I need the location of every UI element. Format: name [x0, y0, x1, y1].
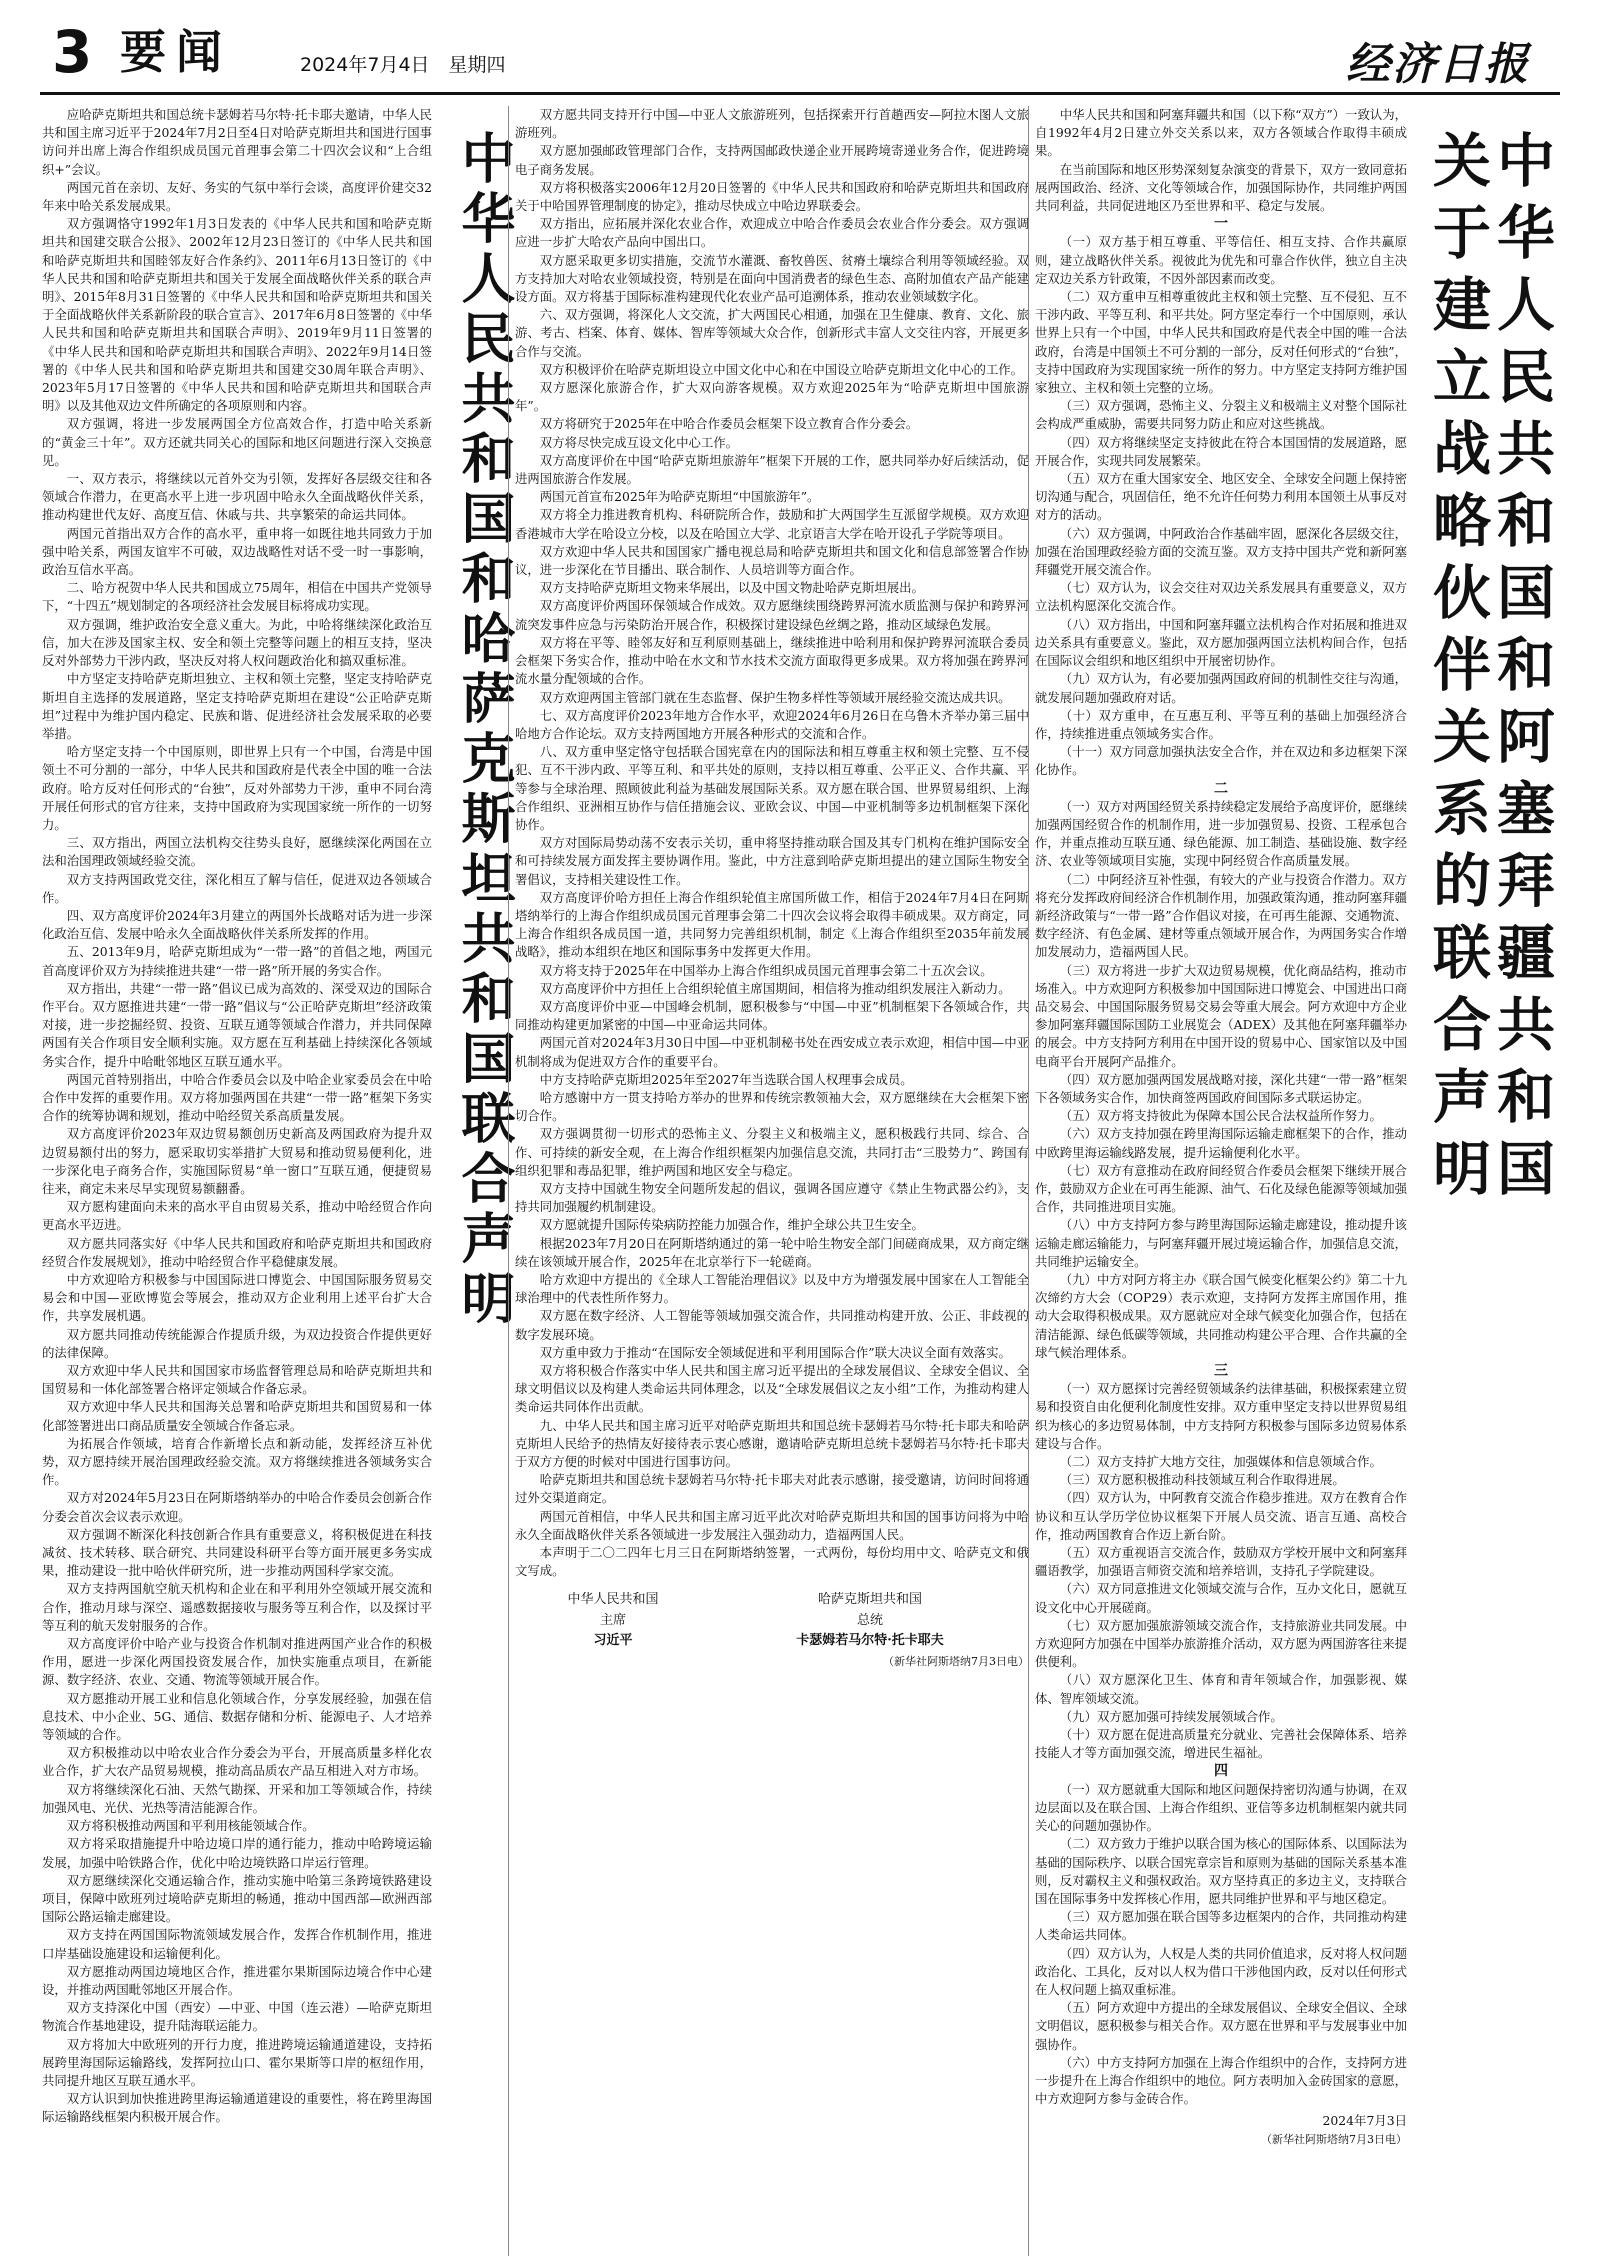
paragraph: 双方将在平等、睦邻友好和互利原则基础上，继续推进中哈利用和保护跨界河流联合委员会框架下务实合作，推动中哈在水文和节水技术交流方面取得更多成果。双方将加强在跨界河流水量分配领域的合作。: [515, 634, 1029, 687]
paragraph: 双方对2024年5月23日在阿斯塔纳举办的中哈合作委员会创新合作分委会首次会议表示欢迎。: [42, 1490, 432, 1524]
paragraph: （五）双方将支持彼此为保障本国公民合法权益所作努力。: [1059, 1108, 1382, 1124]
paragraph: 双方强调不断深化科技创新合作具有重要意义，将积极促进在科技减贫、技术转移、联合研究、共同建设科研平台等方面开展更多务实成果，推动建设一批中哈伙伴研究所，进一步推动两国科学家交流。: [42, 1526, 432, 1579]
section-heading: 一: [1214, 216, 1228, 233]
paragraph: 双方强调，将进一步发展两国全方位高效合作，打造中哈关系新的“黄金三十年”。双方还就共同关心的国际和地区问题进行深入交换意见。: [42, 416, 432, 468]
paragraph: 双方高度评价中亚—中国峰会机制，愿积极参与“中国—中亚”机制框架下各领域合作，共同推动构建更加紧密的中国—中亚命运共同体。: [515, 998, 1029, 1033]
article1-title: 中华人民共和国和哈萨克斯坦共和国联合声明: [453, 130, 516, 1330]
paragraph: 双方愿共同落实好《中华人民共和国政府和哈萨克斯坦共和国政府经贸合作发展规划》，推动中哈经贸合作平稳健康发展。: [42, 1235, 432, 1269]
paragraph: 双方强调贯彻一切形式的恐怖主义、分裂主义和极端主义，愿积极践行共同、综合、合作、可持续的新安全观，在上海合作组织框架内加强信息交流，共同打击“三股势力”、跨国有组织犯罪和毒品犯罪，维护两国和地区安全与稳定。: [515, 1126, 1029, 1178]
paragraph: （七）双方有意推动在政府间经贸合作委员会框架下继续开展合作，鼓励双方企业在可再生能源、油气、石化及绿色能源等领域加强合作，共同推进项目实施。: [1035, 1162, 1407, 1215]
page-number: 3: [52, 18, 93, 86]
article1-body-part1: [42, 106, 432, 2127]
paragraph: 双方愿加强邮政管理部门合作，支持两国邮政快递企业开展跨境寄递业务合作，促进跨境电子商务发展。: [515, 143, 1029, 177]
paragraph: 双方欢迎中华人民共和国海关总署和哈萨克斯坦共和国贸易和一体化部签署进出口商品质量安全领域合作备忘录。: [42, 1399, 432, 1433]
paragraph: （四）双方愿加强两国发展战略对接，深化共建“一带一路”框架下各领域务实合作，加快商签两国政府间国际多式联运协定。: [1035, 1071, 1407, 1105]
paragraph: 双方将积极落实2006年12月20日签署的《中华人民共和国政府和哈萨克斯坦共和国政府关于中哈国界管理制度的协定》，推动尽快成立中哈边界联委会。: [515, 179, 1029, 214]
paragraph: 双方欢迎中华人民共和国国家市场监督管理总局和哈萨克斯坦共和国贸易和一体化部签署合格评定领域合作备忘录。: [42, 1363, 432, 1397]
header-rule: [40, 92, 1560, 95]
article2-title-line2: 关于建立战略伙伴关系的联合声明: [1423, 130, 1491, 1210]
section-title: 要闻: [120, 25, 232, 79]
paragraph: 双方愿继续深化交通运输合作，推动实施中哈第三条跨境铁路建设项目，保障中欧班列过境哈萨克斯坦的畅通，推动中国西部—欧洲西部国际公路运输走廊建设。: [42, 1872, 432, 1925]
paragraph: （八）双方愿深化卫生、体育和青年领域合作，加强影视、媒体、智库领域交流。: [1035, 1672, 1407, 1706]
paragraph: （六）双方同意推进文化领域交流与合作，互办文化日，愿就互设文化中心开展磋商。: [1035, 1581, 1407, 1615]
paragraph: （四）双方认为，中阿教育交流合作稳步推进。双方在教育合作协议和互认学历学位协议框架下开展人员交流、语言互通、高校合作，推动两国教育合作迈上新台阶。: [1035, 1490, 1407, 1542]
paragraph: （十一）双方同意加强执法安全合作，并在双边和多边框架下深化协作。: [1035, 744, 1407, 778]
paragraph: （二）双方支持扩大地方交往，加强媒体和信息领域合作。: [1059, 1454, 1382, 1470]
paragraph: 应哈萨克斯坦共和国总统卡瑟姆若马尔特·托卡耶夫邀请，中华人民共和国主席习近平于2024年7月2日至4日对哈萨克斯坦共和国进行国事访问并出席上海合作组织成员国元首理事会第二十四次会议和“上合组织+”会议。: [42, 107, 432, 177]
paragraph: 双方欢迎中华人民共和国国家广播电视总局和哈萨克斯坦共和国文化和信息部签署合作协议，进一步深化在节目播出、联合制作、人员培训等方面合作。: [515, 543, 1029, 578]
paragraph: 双方强调恪守1992年1月3日发表的《中华人民共和国和哈萨克斯坦共和国建交联合公报》、2002年12月23日签订的《中华人民共和国和哈萨克斯坦共和国睦邻友好合作条约》、2011年6月13日签订的《中华人民共和国和哈萨克斯坦共和国关于发展全面战略伙伴关系的联合声明》、2015年8月31日签署的《中华人民共和国和哈萨克斯坦共和国关于全面战略伙伴关系新阶段的联合宣言》、2017年6月8日签署的《中华人民共和国和哈萨克斯坦共和国联合声明》、2019年9月11日签署的《中华人民共和国和哈萨克斯坦共和国联合声明》、2022年9月14日签署的《中华人民共和国和哈萨克斯坦共和国建交30周年联合声明》、2023年5月17日签署的《中华人民共和国和哈萨克斯坦共和国联合声明》以及其他双边文件所确定的各项原则和内容。: [42, 216, 432, 414]
paragraph: （六）中方支持阿方加强在上海合作组织中的合作，支持阿方进一步提升在上海合作组织中的地位。阿方表明加入金砖国家的意愿，中方欢迎阿方参与金砖合作。: [1035, 2054, 1407, 2107]
paragraph: 哈方欢迎中方提出的《全球人工智能治理倡议》以及中方为增强发展中国家在人工智能全球治理中的代表性所作努力。: [515, 1272, 1029, 1306]
paragraph: 双方认识到加快推进跨里海运输通道建设的重要性，将在跨里海国际运输路线框架内积极开展合作。: [42, 2091, 432, 2125]
article2-sections: [1035, 215, 1407, 2108]
paragraph: （一）双方对两国经贸关系持续稳定发展给予高度评价，愿继续加强两国经贸合作的机制作用，进一步加强贸易、投资、工程承包合作，并重点推动互联互通、绿色能源、加工制造、基础设施、数字经济、农业等领域项目实施，实现中阿经贸合作高质量发展。: [1035, 798, 1407, 869]
paragraph: （八）中方支持阿方参与跨里海国际运输走廊建设，推动提升该运输走廊运输能力，与阿塞拜疆开展过境运输合作，加强信息交流，共同维护运输安全。: [1035, 1217, 1407, 1269]
paragraph: （七）双方认为，议会交往对双边关系发展具有重要意义，双方立法机构愿深化交流合作。: [1035, 580, 1407, 614]
paragraph: 哈方感谢中方一贯支持哈方举办的世界和传统宗教领袖大会，双方愿继续在大会框架下密切合作。: [515, 1089, 1029, 1124]
paragraph: 二、哈方祝贺中华人民共和国成立75周年，相信在中国共产党领导下，“十四五”规划制定的各项经济社会发展目标将成功实现。: [42, 580, 432, 614]
paragraph: 双方愿深化旅游合作，扩大双向游客规模。双方欢迎2025年为“哈萨克斯坦中国旅游年”。: [515, 380, 1029, 414]
section-heading: 二: [1214, 780, 1228, 797]
signatory-left-name: 习近平: [593, 1632, 633, 1648]
paragraph: 两国元首特别指出，中哈合作委员会以及中哈企业家委员会在中哈合作中发挥的重要作用。双方将加强两国在共建“一带一路”框架下务实合作的统筹协调和规划，推动中哈经贸关系高质量发展。: [42, 1071, 432, 1124]
paragraph: 一、双方表示，将继续以元首外交为引领，发挥好各层级交往和各领域合作潜力，在更高水平上进一步巩固中哈永久全面战略伙伴关系，推动构建世代友好、高度互信、休戚与共、共享繁荣的命运共同体。: [42, 471, 432, 523]
paragraph: （一）双方愿探讨完善经贸领域条约法律基础，积极探索建立贸易和投资自由化便利化制度性安排。双方重申坚定支持以世界贸易组织为核心的多边贸易体制，中方支持阿方积极参与国际多边贸易体系建设与合作。: [1035, 1381, 1407, 1451]
paragraph: 双方重申致力于推动“在国际安全领域促进和平利用国际合作”联大决议全面有效落实。: [539, 1344, 1011, 1360]
section-heading: 三: [1214, 1363, 1228, 1380]
masthead-logo: 经济日报: [1346, 39, 1530, 90]
paragraph: 双方愿共同支持开行中国—中亚人文旅游班列，包括探索开行首趟西安—阿拉木图人文旅游班列。: [515, 107, 1029, 141]
paragraph: （九）双方认为，有必要加强两国政府间的机制性交往与沟通，就发展问题加强政府对话。: [1035, 671, 1407, 705]
paragraph: （十）双方重申，在互惠互利、平等互利的基础上加强经济合作，持续推进重点领域务实合作。: [1035, 707, 1407, 741]
paragraph: 双方将积极合作落实中华人民共和国主席习近平提出的全球发展倡议、全球安全倡议、全球文明倡议以及构建人类命运共同体理念，以及“全球发展倡议之友小组”工作，为推动构建人类命运共同体作出贡献。: [515, 1363, 1029, 1415]
paragraph: 根据2023年7月20日在阿斯塔纳通过的第一轮中哈生物安全部门间磋商成果，双方商定继续在该领域开展合作，2025年在北京举行下一轮磋商。: [515, 1235, 1029, 1269]
paragraph: 双方强调，维护政治安全意义重大。为此，中哈将继续深化政治互信，加大在涉及国家主权、安全和领土完整等问题上的相互支持，坚决反对外部势力干涉内政，坚决反对将人权问题政治化和搞双重标准。: [42, 616, 432, 669]
paragraph: 为拓展合作领域，培育合作新增长点和新动能，发挥经济互补优势，双方愿持续开展治国理政经验交流。双方将继续推进各领域务实合作。: [42, 1435, 432, 1488]
paragraph: 双方支持在两国国际物流领域发展合作，发挥合作机制作用，推进口岸基础设施建设和运输便利化。: [42, 1927, 432, 1961]
paragraph: 四、双方高度评价2024年3月建立的两国外长战略对话为进一步深化政治互信、发展中哈永久全面战略伙伴关系所发挥的作用。: [42, 907, 432, 942]
paragraph: 双方支持深化中国（西安）—中亚、中国（连云港）—哈萨克斯坦物流合作基地建设，提升陆海联运能力。: [42, 2000, 432, 2034]
paragraph: 双方指出，应拓展并深化农业合作，欢迎成立中哈合作委员会农业合作分委会。双方强调应进一步扩大哈农产品向中国出口。: [515, 216, 1029, 250]
paragraph: 双方将加大中欧班列的开行力度，推进跨境运输通道建设，支持拓展跨里海国际运输路线，发挥阿拉山口、霍尔果斯等口岸的枢纽作用，共同提升地区互联互通水平。: [42, 2036, 432, 2088]
paragraph: 双方积极评价在哈萨克斯坦设立中国文化中心和在中国设立哈萨克斯坦文化中心的工作。: [539, 361, 1024, 377]
paragraph: （三）双方强调，恐怖主义、分裂主义和极端主义对整个国际社会构成严重威胁，需要共同努力防止和应对这些挑战。: [1035, 398, 1407, 432]
paragraph: （二）双方重申互相尊重彼此主权和领土完整、互不侵犯、互不干涉内政、平等互利、和平共处。阿方坚定奉行一个中国原则，承认世界上只有一个中国，中华人民共和国政府是代表全中国的唯一合法政府，台湾是中国领土不可分割的一部分，反对任何形式的“台独”，支持中国政府为实现国家统一所作的努力。中方坚定支持阿方维护国家独立、主权和领土完整的立场。: [1035, 289, 1407, 396]
paragraph: 双方支持哈萨克斯坦文物来华展出，以及中国文物赴哈萨克斯坦展出。: [539, 580, 924, 596]
signature-block: [515, 1590, 1029, 1671]
paragraph: 两国元首相信，中华人民共和国主席习近平此次对哈萨克斯坦共和国的国事访问将为中哈永久全面战略伙伴关系各领域进一步发展注入强劲动力，造福两国人民。: [515, 1508, 1029, 1542]
paragraph: 双方愿采取更多切实措施，交流节水灌溉、畜牧兽医、贫瘠土壤综合利用等领域经验。双方支持加大对哈农业领域投资，特别是在面向中国消费者的绿色生态、高附加值农产品产能建设方面。双方将基于国际标准构建现代化农业产品可追溯体系，推动农业领域数字化。: [515, 252, 1029, 305]
paragraph: 两国元首在亲切、友好、务实的气氛中举行会谈，高度评价建交32年来中哈关系发展成果。: [42, 179, 432, 214]
article1-column-2: [508, 106, 1029, 2256]
paragraph: 双方高度评价2023年双边贸易额创历史新高及两国政府为提升双边贸易额付出的努力，愿采取切实举措扩大贸易和推动贸易便利化，进一步深化电子商务合作，实施国际贸易“单一窗口”互联互通，便捷贸易往来，商定未来尽早实现贸易额翻番。: [42, 1126, 432, 1196]
paragraph: 三、双方指出，两国立法机构交往势头良好，愿继续深化两国在立法和治国理政领域经验交流。: [42, 835, 432, 869]
article2-column: [1028, 106, 1407, 2256]
paragraph: （四）双方认为，人权是人类的共同价值追求，反对将人权问题政治化、工具化，反对以人权为借口干涉他国内政，反对以任何形式在人权问题上搞双重标准。: [1035, 1945, 1407, 1997]
paragraph: （六）双方支持加强在跨里海国际运输走廊框架下的合作，推动中欧跨里海运输线路发展，提升运输便利化水平。: [1035, 1126, 1407, 1160]
paragraph: 两国元首对2024年3月30日中国—中亚机制秘书处在西安成立表示欢迎，相信中国—中亚机制将成为促进双方合作的重要平台。: [515, 1035, 1029, 1069]
paragraph: 双方欢迎两国主管部门就在生态监督、保护生物多样性等领域开展经验交流达成共识。: [539, 689, 1011, 705]
paragraph: （二）双方致力于维护以联合国为核心的国际体系、以国际法为基础的国际秩序、以联合国宪章宗旨和原则为基础的国际关系基本准则，反对霸权主义和强权政治。双方坚持真正的多边主义，支持联合国在国际事务中发挥核心作用，愿共同维护世界和平与地区稳定。: [1035, 1836, 1407, 1906]
article2-intro: [1035, 106, 1407, 215]
paragraph: （三）双方愿积极推动科技领域互利合作取得进展。: [1059, 1472, 1345, 1488]
article1-column-1: [42, 106, 502, 2256]
paragraph: （九）双方愿加强可持续发展领域合作。: [1059, 1708, 1283, 1724]
section-heading: 四: [1214, 1763, 1228, 1780]
paragraph: 双方将支持于2025年在中国举办上海合作组织成员国元首理事会第二十五次会议。: [539, 962, 993, 978]
paragraph: （三）双方愿加强在联合国等多边框架内的合作，共同推动构建人类命运共同体。: [1035, 1909, 1407, 1943]
paragraph: （五）双方重视语言交流合作，鼓励双方学校开展中文和阿塞拜疆语教学，加强语言师资交流和培养培训，支持孔子学院建设。: [1035, 1545, 1407, 1579]
paragraph: 双方支持中国就生物安全问题所发起的倡议，强调各国应遵守《禁止生物武器公约》，支持共同加强履约机制建设。: [515, 1180, 1029, 1215]
paragraph: （九）中方对阿方将主办《联合国气候变化框架公约》第二十九次缔约方大会（COP29）表示欢迎，支持阿方发挥主席国作用，推动大会取得积极成果。双方愿就应对全球气候变化加强合作，包括在清洁能源、绿色低碳等领域，共同推动构建公平合理、合作共赢的全球气候治理体系。: [1035, 1272, 1407, 1360]
article2-title-line1: 中华人民共和国和阿塞拜疆共和国: [1487, 130, 1555, 1210]
paragraph: 五、2013年9月，哈萨克斯坦成为“一带一路”的首倡之地，两国元首高度评价双方为持续推进共建“一带一路”所开展的务实合作。: [42, 944, 432, 978]
paragraph: （四）双方将继续坚定支持彼此在符合本国国情的发展道路，愿开展合作，实现共同发展繁荣。: [1035, 434, 1407, 468]
paragraph: （一）双方基于相互尊重、平等信任、相互支持、合作共赢原则，建立战略伙伴关系。视彼此为优先和可靠合作伙伴，独立自主决定双边关系方针政策，不因外部因素而改变。: [1035, 234, 1407, 286]
paragraph: 中方欢迎哈方积极参与中国国际进口博览会、中国国际服务贸易交易会和中国—亚欧博览会等展会，推动双方企业利用上述平台扩大合作，共享发展机遇。: [42, 1272, 432, 1324]
paragraph: 六、双方强调，将深化人文交流，扩大两国民心相通，加强在卫生健康、教育、文化、旅游、考古、档案、体育、媒体、智库等领域大众合作，创新形式丰富人文交往内容，开展更多合作与交流。: [515, 307, 1029, 359]
article2-dateline: （新华社阿斯塔纳7月3日电）: [1261, 2132, 1407, 2146]
paragraph: 在当前国际和地区形势深刻复杂演变的背景下，双方一致同意拓展两国政治、经济、文化等领域合作，加强国际协作，共同维护两国共同利益，共同促进地区乃至世界和平、稳定与发展。: [1035, 161, 1407, 214]
paragraph: 双方愿构建面向未来的高水平自由贸易关系，推动中哈经贸合作向更高水平迈进。: [42, 1199, 432, 1233]
paragraph: 双方支持两国政党交往，深化相互了解与信任，促进双边各领域合作。: [42, 871, 432, 905]
paragraph: 双方将继续深化石油、天然气勘探、开采和加工等领域合作，持续加强风电、光伏、光热等清洁能源合作。: [42, 1781, 432, 1815]
signatory-right-name: 卡瑟姆若马尔特·托卡耶夫: [796, 1632, 944, 1648]
paragraph: 哈萨克斯坦共和国总统卡瑟姆若马尔特·托卡耶夫对此表示感谢，接受邀请，访问时间将通过外交渠道商定。: [515, 1472, 1029, 1506]
paragraph: 双方将研究于2025年在中哈合作委员会框架下设立教育合作分委会。: [539, 416, 919, 432]
paragraph: （八）双方指出，中国和阿塞拜疆立法机构合作对拓展和推进双边关系具有重要意义。鉴此，双方愿加强两国立法机构间合作，包括在国际议会组织和地区组织中开展密切协作。: [1035, 616, 1407, 669]
paragraph: 双方高度评价中方担任上合组织轮值主席国期间，相信将为推动组织发展注入新动力。: [539, 980, 1011, 996]
paragraph: 本声明于二〇二四年七月三日在阿斯塔纳签署，一式两份，每份均用中文、哈萨克文和俄文写成。: [515, 1545, 1029, 1579]
paragraph: 双方将全力推进教育机构、科研院所合作，鼓励和扩大两国学生互派留学规模。双方欢迎香港城市大学在哈设立分校，以及在哈国立大学、北京语言大学在哈开设孔子学院等项目。: [515, 507, 1029, 541]
paragraph: 双方愿在数字经济、人工智能等领域加强交流合作，共同推动构建开放、公正、非歧视的数字发展环境。: [515, 1308, 1029, 1342]
article2-date: 2024年7月3日: [1322, 2113, 1407, 2129]
paragraph: （二）中阿经济互补性强，有较大的产业与投资合作潜力。双方将充分发挥政府间经济合作机制作用，加强政策沟通，推动阿塞拜疆新经济政策与“一带一路”合作倡议对接，在可再生能源、交通物流、数字经济、有色金属、建材等重点领域开展合作，为两国务实合作增加发展动力，造福两国人民。: [1035, 871, 1407, 960]
issue-date: 2024年7月4日 星期四: [300, 54, 506, 76]
paragraph: （五）阿方欢迎中方提出的全球发展倡议、全球安全倡议、全球文明倡议，愿积极参与相关合作。双方愿在世界和平与发展事业中加强协作。: [1035, 2000, 1407, 2052]
paragraph: （七）双方愿加强旅游领域交流合作，支持旅游业共同发展。中方欢迎阿方加强在中国举办旅游推介活动，双方愿为两国游客往来提供便利。: [1035, 1617, 1407, 1670]
paragraph: 双方支持两国航空航天机构和企业在和平利用外空领域开展交流和合作，推动月球与深空、遥感数据接收与服务等互利合作，以及探讨平等互利的航天发射服务的合作。: [42, 1581, 432, 1633]
signatory-right-country: 哈萨克斯坦共和国: [818, 1592, 923, 1608]
paragraph: 中方支持哈萨克斯坦2025年至2027年当选联合国人权理事会成员。: [539, 1071, 913, 1087]
article1-dateline: （新华社阿斯塔纳7月3日电）: [883, 1655, 1029, 1669]
paragraph: 双方将尽快完成互设文化中心工作。: [539, 434, 739, 450]
paragraph: 双方高度评价哈方担任上海合作组织轮值主席国所做工作，相信于2024年7月4日在阿斯塔纳举行的上海合作组织成员国元首理事会第二十四次会议将会取得丰硕成果。双方商定，同上海合作组织各成员国一道，共同努力完善组织机制，制定《上海合作组织至2035年前发展战略》，推动本组织在地区和国际事务中发挥更大作用。: [515, 889, 1029, 960]
paragraph: 双方高度评价在中国“哈萨克斯坦旅游年”框架下开展的工作，愿共同举办好后续活动，促进两国旅游合作发展。: [515, 452, 1029, 487]
paragraph: 八、双方重申坚定恪守包括联合国宪章在内的国际法和相互尊重主权和领土完整、互不侵犯、互不干涉内政、平等互利、和平共处的原则，支持以相互尊重、公平正义、合作共赢、平等参与全球治理、照顾彼此利益为基础发展国际关系。双方愿在联合国、世界贸易组织、上海合作组织、亚洲相互协作与信任措施会议、亚欧会议、中国—中亚机制等多边机制框架下深化协作。: [515, 744, 1029, 832]
paragraph: 双方高度评价两国环保领域合作成效。双方愿继续围绕跨界河流水质监测与保护和跨界河流突发事件应急与污染防治开展合作，积极探讨建设绿色丝绸之路，推动区域绿色发展。: [515, 598, 1029, 632]
paragraph: （十）双方愿在促进高质量充分就业、完善社会保障体系、培养技能人才等方面加强交流，增进民生福祉。: [1035, 1727, 1407, 1761]
paragraph: 两国元首宣布2025年为哈萨克斯坦“中国旅游年”。: [539, 489, 820, 505]
paragraph: 双方愿就提升国际传染病防控能力加强合作，维护全球公共卫生安全。: [539, 1217, 924, 1233]
signatory-left-role: 主席: [600, 1612, 627, 1628]
paragraph: 双方高度评价中哈产业与投资合作机制对推进两国产业合作的积极作用，愿进一步深化两国投资发展合作，加快实施重点项目，在新能源、数字经济、农业、交通、物流等领域开展合作。: [42, 1636, 432, 1688]
paragraph: （五）双方在重大国家安全、地区安全、全球安全问题上保持密切沟通与配合，巩固信任，绝不允许任何势力利用本国领土从事反对对方的活动。: [1035, 471, 1407, 523]
paragraph: （一）双方愿就重大国际和地区问题保持密切沟通与协调，在双边层面以及在联合国、上海合作组织、亚信等多边机制框架内就共同关心的问题加强协作。: [1035, 1781, 1407, 1834]
paragraph: 双方将采取措施提升中哈边境口岸的通行能力，推动中哈跨境运输发展，加强中哈铁路合作，优化中哈边境铁路口岸运行管理。: [42, 1836, 432, 1870]
paragraph: 双方将积极推动两国和平利用核能领域合作。: [66, 1818, 315, 1834]
paragraph: 双方愿共同推动传统能源合作提质升级，为双边投资合作提供更好的法律保障。: [42, 1326, 432, 1360]
paragraph: 双方指出，共建“一带一路”倡议已成为高效的、深受双边的国际合作平台。双方愿推进共建“一带一路”倡议与“公正哈萨克斯坦”经济政策对接，进一步挖掘经贸、投资、互联互通等领域合作潜力，并共同保障两国有关合作项目安全顺利实施。双方愿在互利基础上持续深化各领域务实合作，提升中哈毗邻地区互联互通水平。: [42, 980, 432, 1069]
article1-body-part2: [515, 106, 1029, 1580]
paragraph: 两国元首指出双方合作的高水平，重申将一如既往地共同致力于加强中哈关系，两国友谊牢不可破，双边战略性对话不受一时一事影响，政治互信水平高。: [42, 525, 432, 578]
paragraph: 哈方坚定支持一个中国原则，即世界上只有一个中国，台湾是中国领土不可分割的一部分，中华人民共和国政府是代表全中国的唯一合法政府。哈方反对任何形式的“台独”，反对外部势力干涉，重申不同台湾开展任何形式的官方往来，支持中国政府为实现国家统一所作的一切努力。: [42, 744, 432, 832]
signatory-left-country: 中华人民共和国: [567, 1592, 659, 1608]
paragraph: 中华人民共和国和阿塞拜疆共和国（以下称“双方”）一致认为，自1992年4月2日建立外交关系以来，双方各领域合作取得丰硕成果。: [1035, 107, 1407, 159]
paragraph: 七、双方高度评价2023年地方合作水平，欢迎2024年6月26日在乌鲁木齐举办第三届中哈地方合作论坛。双方支持两国地方开展各种形式的交流和合作。: [515, 707, 1029, 741]
paragraph: （六）双方强调，中阿政治合作基础牢固，愿深化各层级交往，加强在治国理政经验方面的交流互鉴。双方支持中国共产党和新阿塞拜疆党开展交流合作。: [1035, 525, 1407, 578]
paragraph: 双方积极推动以中哈农业合作分委会为平台，开展高质量多样化农业合作，扩大农产品贸易规模，推动高品质农产品互相进入对方市场。: [42, 1745, 432, 1779]
paragraph: 中方坚定支持哈萨克斯坦独立、主权和领土完整，坚定支持哈萨克斯坦自主选择的发展道路，坚定支持哈萨克斯坦在建设“公正哈萨克斯坦”过程中为维护国内稳定、民族和谐、促进经济社会发展采取的必要举措。: [42, 671, 432, 741]
paragraph: 九、中华人民共和国主席习近平对哈萨克斯坦共和国总统卡瑟姆若马尔特·托卡耶夫和哈萨克斯坦人民给予的热情友好接待表示衷心感谢，邀请哈萨克斯坦总统卡瑟姆若马尔特·托卡耶夫于双方方便的时候对中国进行国事访问。: [515, 1417, 1029, 1470]
paragraph: 双方对国际局势动荡不安表示关切，重申将坚持推动联合国及其专门机构在维护国际安全和可持续发展方面发挥主要协调作用。鉴此，中方注意到哈萨克斯坦提出的建立国际生物安全署倡议，支持相关建设性工作。: [515, 835, 1029, 887]
signatory-right-role: 总统: [857, 1612, 884, 1628]
paragraph: 双方愿推动开展工业和信息化领域合作，分享发展经验，加强在信息技术、中小企业、5G、通信、数据存储和分析、能源电子、人才培养等领域的合作。: [42, 1690, 432, 1743]
paragraph: 双方愿推动两国边境地区合作，推进霍尔果斯国际边境合作中心建设，并推动两国毗邻地区开展合作。: [42, 1963, 432, 1997]
paragraph: （三）双方将进一步扩大双边贸易规模，优化商品结构，推动市场准入。中方欢迎阿方积极参加中国国际进口博览会、中国进出口商品交易会、中国国际服务贸易交易会等重大展会。阿方欢迎中方企业参加阿塞拜疆国际国防工业展览会（ADEX）及其他在阿塞拜疆举办的展会。中方支持阿方利用在中国开设的贸易中心、国家馆以及中国电商平台开展阿产品推介。: [1035, 962, 1407, 1069]
